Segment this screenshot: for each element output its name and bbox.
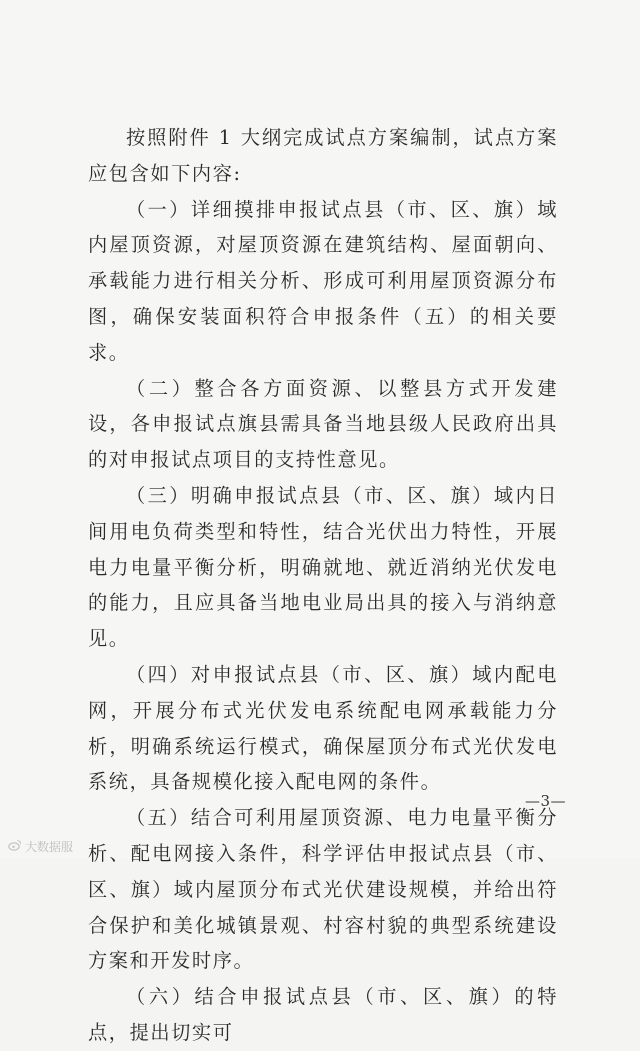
- paragraph-item-4: （四）对申报试点县（市、区、旗）域内配电网，开展分布式光伏发电系统配电网承载能力分析，明确系统运行模式，确保屋顶分布式光伏发电系统，具备规模化接入配电网的条件。: [88, 662, 558, 794]
- weibo-icon: [8, 839, 22, 854]
- paragraph-item-5: （五）结合可利用屋顶资源、电力电量平衡分析、配电网接入条件，科学评估申报试点县（市、区、旗）域内屋顶分布式光伏建设规模，并给出符合保护和美化城镇景观、村容村貌的典型系统建设方案和开发时序。: [88, 806, 558, 973]
- watermark-text: 大数据服: [25, 840, 74, 854]
- paragraph-item-6: （六）结合申报试点县（市、区、旗）的特点，提出切实可: [88, 985, 558, 1044]
- paragraph-item-3: （三）明确申报试点县（市、区、旗）域内日间用电负荷类型和特性，结合光伏出力特性，开展电力电量平衡分析，明确就地、就近消纳光伏发电的能力，且应具备当地电业局出具的接入与消纳意见。: [88, 483, 558, 651]
- paragraph-item-1: （一）详细摸排申报试点县（市、区、旗）域内屋顶资源，对屋顶资源在建筑结构、屋面朝向、承载能力进行相关分析、形成可利用屋顶资源分布图，确保安装面积符合申报条件（五）的相关要求。: [88, 197, 558, 364]
- document-body: [88, 120, 558, 1051]
- page-number: —3—: [524, 792, 566, 810]
- paragraph-item-2: （二）整合各方面资源、以整县方式开发建设，各申报试点旗县需具备当地县级人民政府出具的对申报试点项目的支持性意见。: [88, 376, 558, 472]
- watermark: [8, 838, 73, 855]
- paragraph-intro: 按照附件 1 大纲完成试点方案编制，试点方案应包含如下内容:: [88, 126, 558, 185]
